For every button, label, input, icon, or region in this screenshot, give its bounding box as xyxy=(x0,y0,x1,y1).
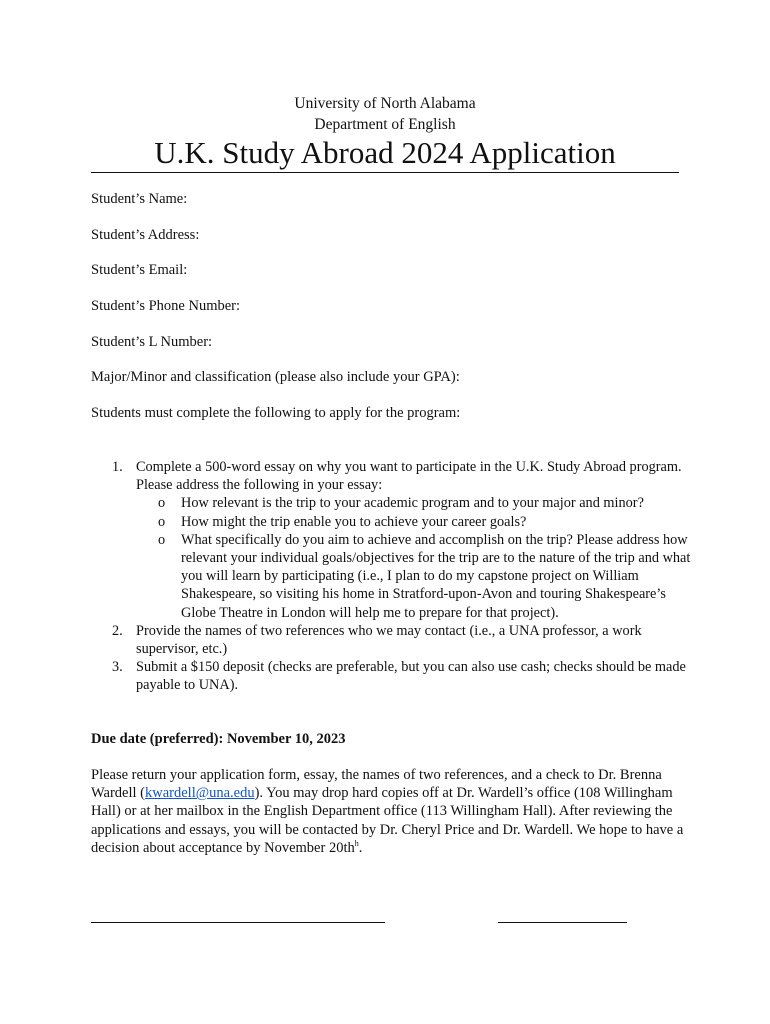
date-line xyxy=(498,922,627,923)
requirements-list xyxy=(91,458,691,695)
list-number: 1. xyxy=(112,459,123,475)
student-email-label: Student’s Email: xyxy=(91,262,188,278)
email-link[interactable]: kwardell@una.edu xyxy=(145,785,255,802)
list-item-text: Submit a $150 deposit (checks are preferable, but you can also use cash; checks should be made payable to UNA). xyxy=(136,659,686,694)
list-item xyxy=(91,622,691,658)
sub-list-item xyxy=(91,494,691,512)
sub-list-item xyxy=(91,531,691,622)
page-title: U.K. Study Abroad 2024 Application xyxy=(91,134,679,173)
sub-item-text: How relevant is the trip to your academic program and to your major and minor? xyxy=(181,495,644,512)
department-name: Department of English xyxy=(314,116,456,133)
sub-list-item xyxy=(91,513,691,531)
list-number: 2. xyxy=(112,622,123,639)
sub-item-text: How might the trip enable you to achieve your career goals? xyxy=(181,513,527,530)
closing-text-1: Please return your application form, essay, the names of two references, and a check to Dr. Brenna Wardell ( xyxy=(91,767,662,802)
closing-paragraph xyxy=(91,766,686,857)
signature-line xyxy=(91,922,385,923)
list-item xyxy=(91,458,691,494)
bullet-icon: o xyxy=(158,531,166,548)
closing-text-3: . xyxy=(358,839,363,856)
student-address-label: Student’s Address: xyxy=(91,227,200,243)
student-l-number-label: Student’s L Number: xyxy=(91,334,213,350)
list-item-text: Complete a 500-word essay on why you want to participate in the U.K. Study Abroad program. Please address the following in your essay: xyxy=(136,459,682,494)
bullet-icon: o xyxy=(158,495,166,512)
requirements-intro: Students must complete the following to apply for the program: xyxy=(91,405,461,421)
superscript: h xyxy=(354,838,359,848)
major-minor-label: Major/Minor and classification (please also include your GPA): xyxy=(91,369,460,385)
closing-text-2: ). You may drop hard copies off at Dr. Wardell’s office (108 Willingham Hall) or at her mailbox in the English Department office (113 Willingham Hall). After reviewing the applications and essays, you will be contacted by Dr. Cheryl Price and Dr. Wardell. We hope to have a decision about acceptance by November 20th xyxy=(91,785,684,856)
university-name: University of North Alabama xyxy=(294,95,476,112)
list-item xyxy=(91,658,691,694)
bullet-icon: o xyxy=(158,513,166,530)
sub-item-text: What specifically do you aim to achieve and accomplish on the trip? Please address how relevant your individual goals/objectives for the trip are to the nature of the trip and what you will learn by participating (i.e., I plan to do my capstone project on William Shakespeare, so visiting his home in Stratford-upon-Avon and touring Shakespeare’s Globe Theatre in London will help me to prepare for that project). xyxy=(181,531,691,621)
due-date: Due date (preferred): November 10, 2023 xyxy=(91,731,346,747)
list-number: 3. xyxy=(112,659,123,676)
student-phone-label: Student’s Phone Number: xyxy=(91,298,241,314)
student-name-label: Student’s Name: xyxy=(91,191,188,207)
list-item-text: Provide the names of two references who we may contact (i.e., a UNA professor, a work supervisor, etc.) xyxy=(136,622,642,658)
